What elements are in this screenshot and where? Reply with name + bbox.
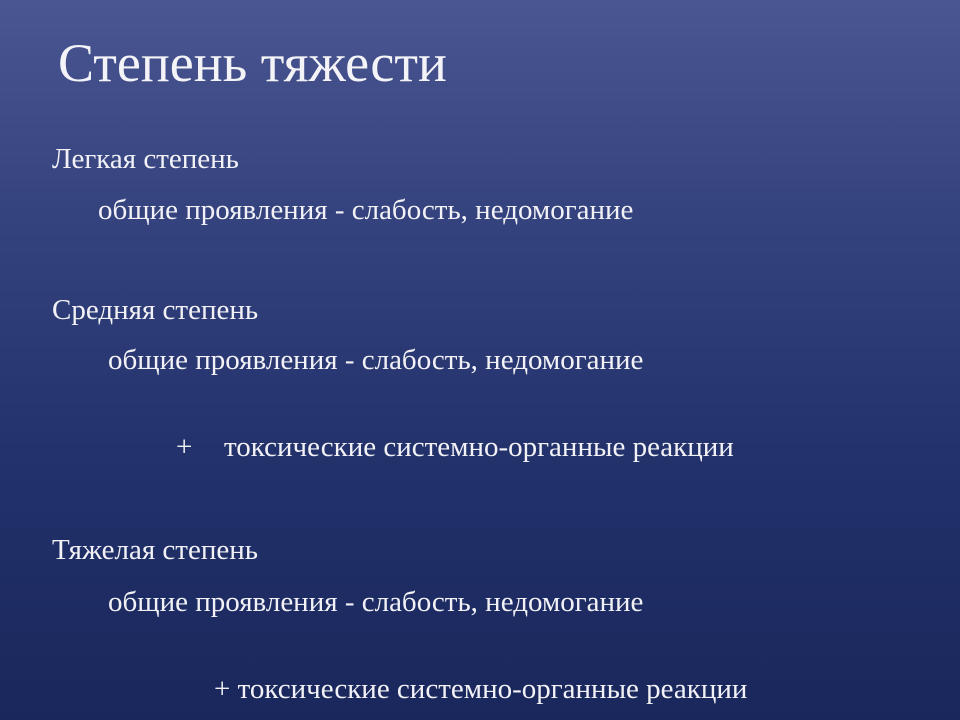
section-line-moderate-toxic: токсические системно-органные реакции xyxy=(224,431,734,463)
slide-title: Степень тяжести xyxy=(58,33,447,93)
section-line-mild-general: общие проявления - слабость, недомогание xyxy=(98,194,634,226)
section-line-severe-general: общие проявления - слабость, недомогание xyxy=(108,586,644,618)
plus-symbol: + xyxy=(176,431,193,463)
section-line-moderate-general: общие проявления - слабость, недомогание xyxy=(108,344,644,376)
section-line-severe-toxic: + токсические системно-органные реакции xyxy=(214,673,748,705)
section-heading-mild: Легкая степень xyxy=(52,143,239,175)
section-heading-moderate: Средняя степень xyxy=(52,294,259,326)
section-heading-severe: Тяжелая степень xyxy=(52,534,258,566)
